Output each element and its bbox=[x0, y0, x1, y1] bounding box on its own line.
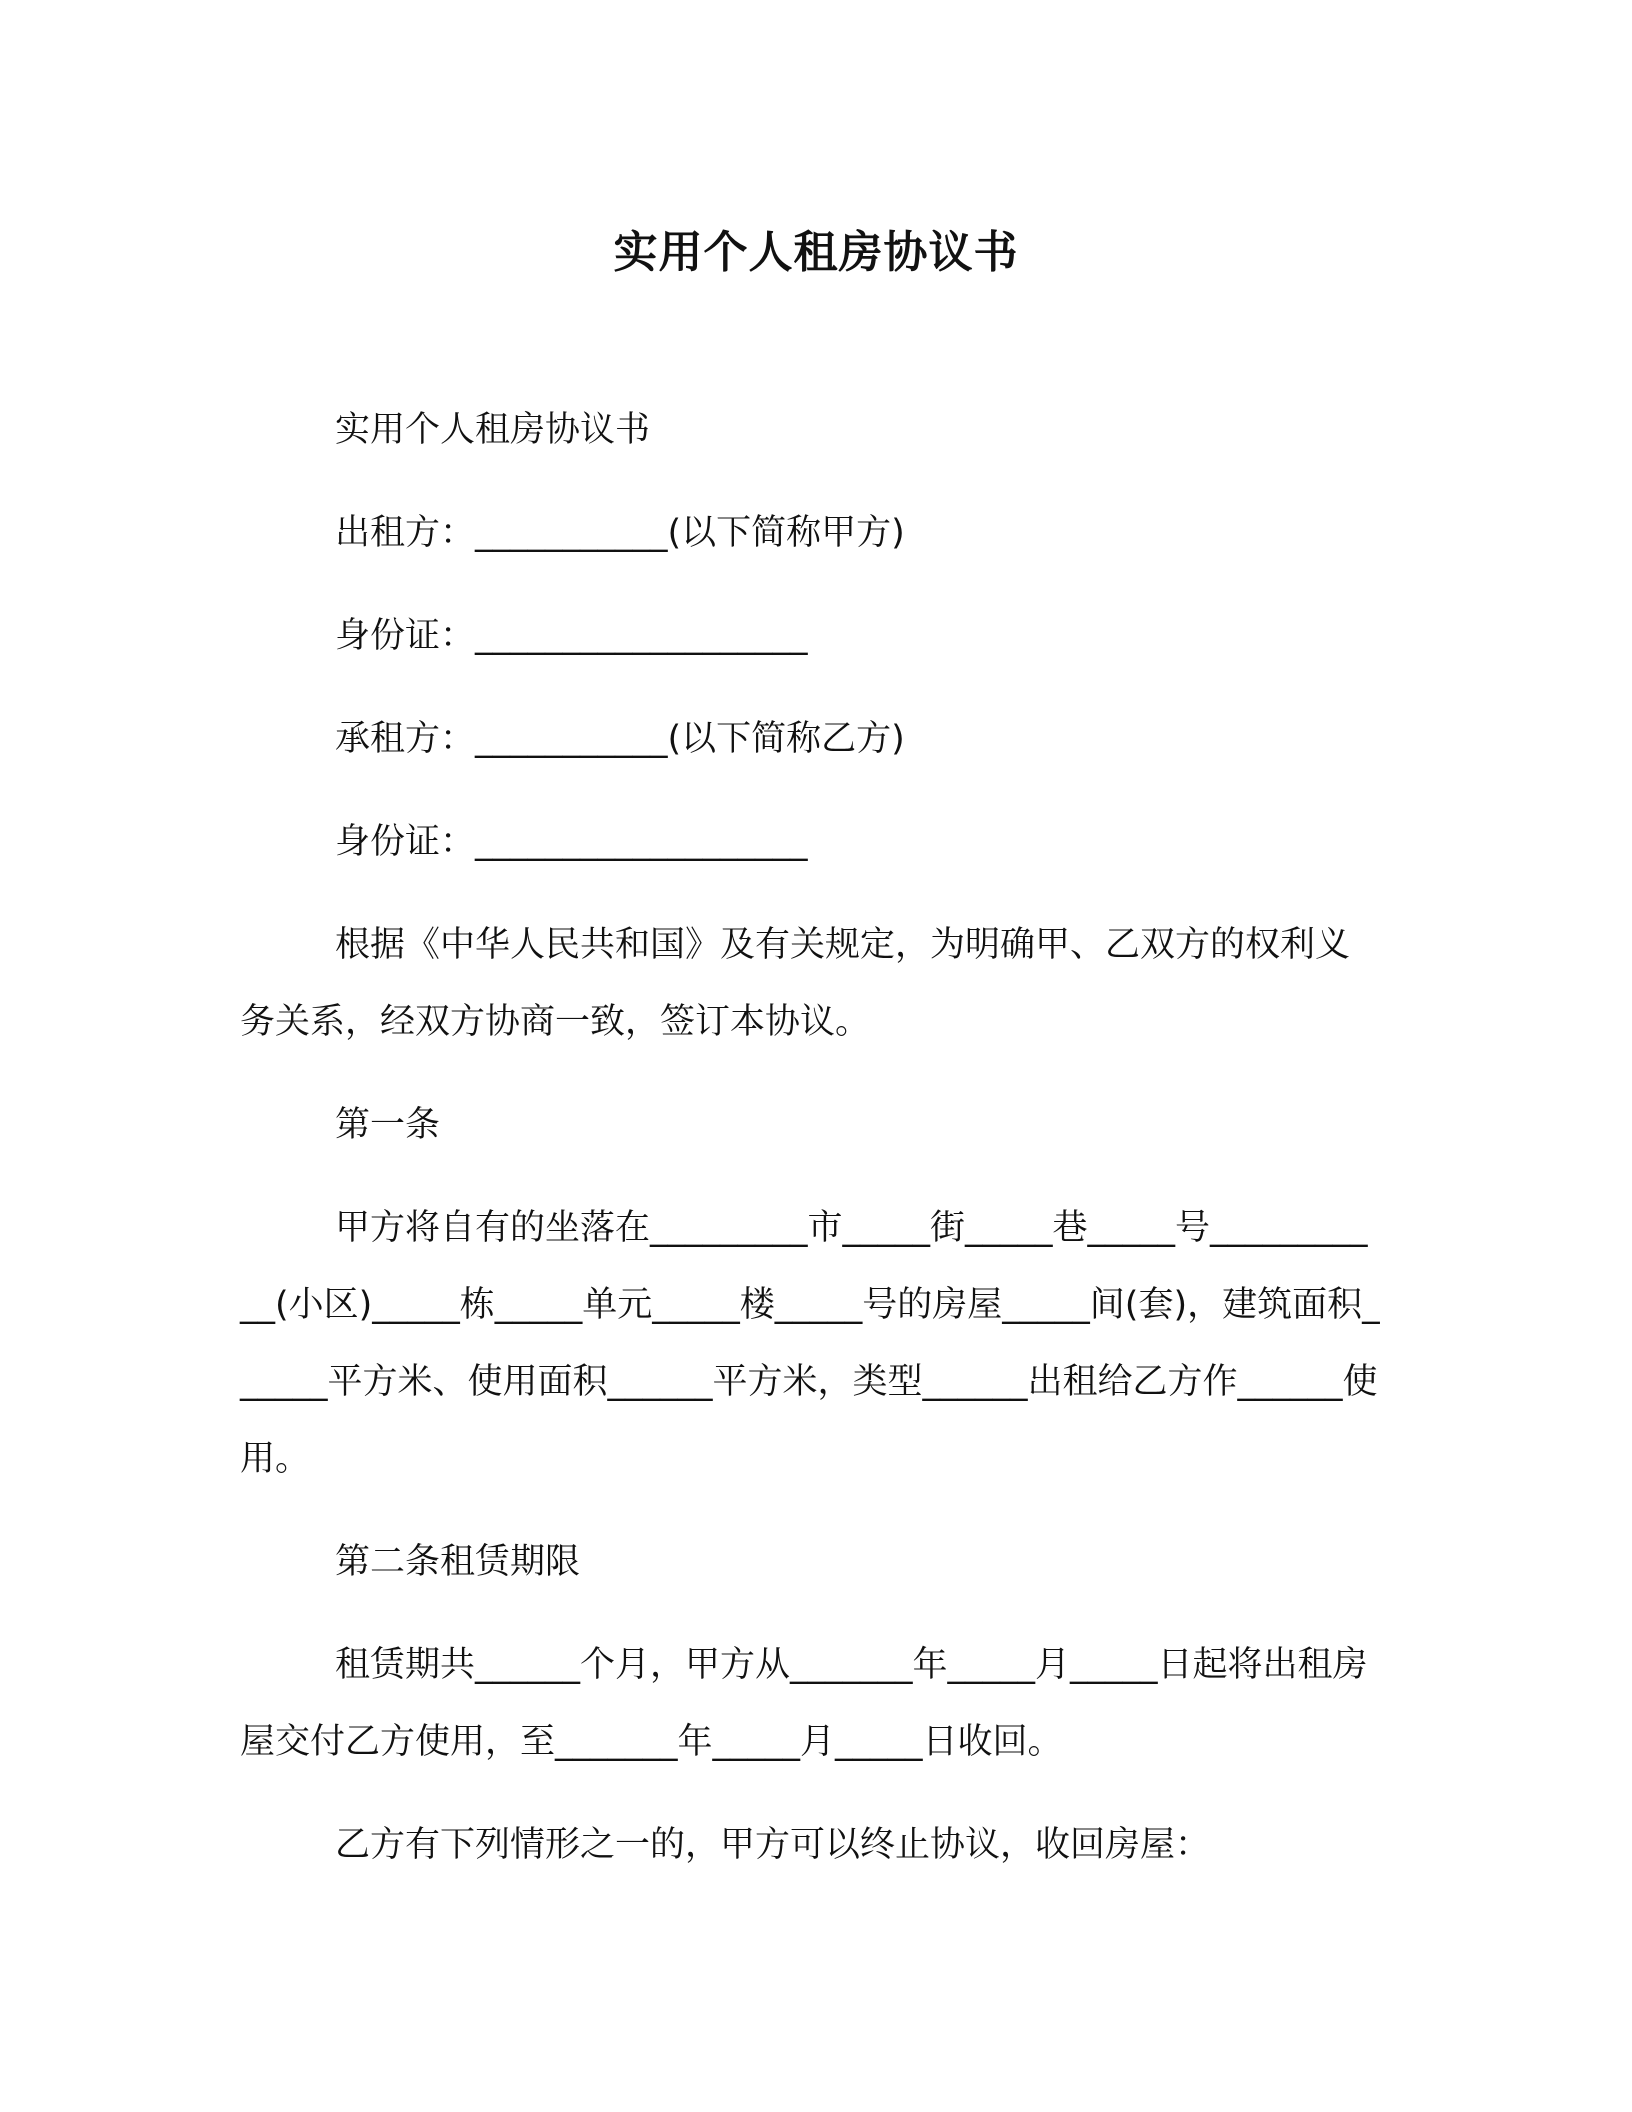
lessor-id-line: 身份证：___________________ bbox=[335, 616, 808, 656]
preamble-paragraph: 根据《中华人民共和国》及有关规定，为明确甲、乙双方的权利义务关系，经双方协商一致，签订本协议。 bbox=[240, 925, 1351, 1042]
lessor-line: 出租方：___________(以下简称甲方) bbox=[335, 513, 905, 553]
document-body bbox=[240, 392, 1382, 1910]
subtitle-paragraph: 实用个人租房协议书 bbox=[335, 410, 651, 450]
lessee-line: 承租方：___________(以下简称乙方) bbox=[335, 719, 905, 759]
document-title: 实用个人租房协议书 bbox=[613, 227, 1019, 278]
article-2-body: 租赁期共______个月，甲方从_______年_____月_____日起将出租房屋交付乙方使用，至_______年_____月_____日收回。 bbox=[240, 1645, 1368, 1762]
article-2-heading: 第二条租赁期限 bbox=[335, 1542, 581, 1582]
lessee-id-line: 身份证：___________________ bbox=[335, 822, 808, 862]
article-1-heading: 第一条 bbox=[335, 1105, 441, 1145]
article-1-body: 甲方将自有的坐落在_________市_____街_____巷_____号___________(小区)_____栋_____单元_____楼_____号的房屋_____间(套)，建筑面积______平方米、使用面积______平方米，类型______出租给乙方作______使用。 bbox=[240, 1208, 1380, 1479]
termination-paragraph: 乙方有下列情形之一的，甲方可以终止协议，收回房屋： bbox=[335, 1825, 1211, 1865]
